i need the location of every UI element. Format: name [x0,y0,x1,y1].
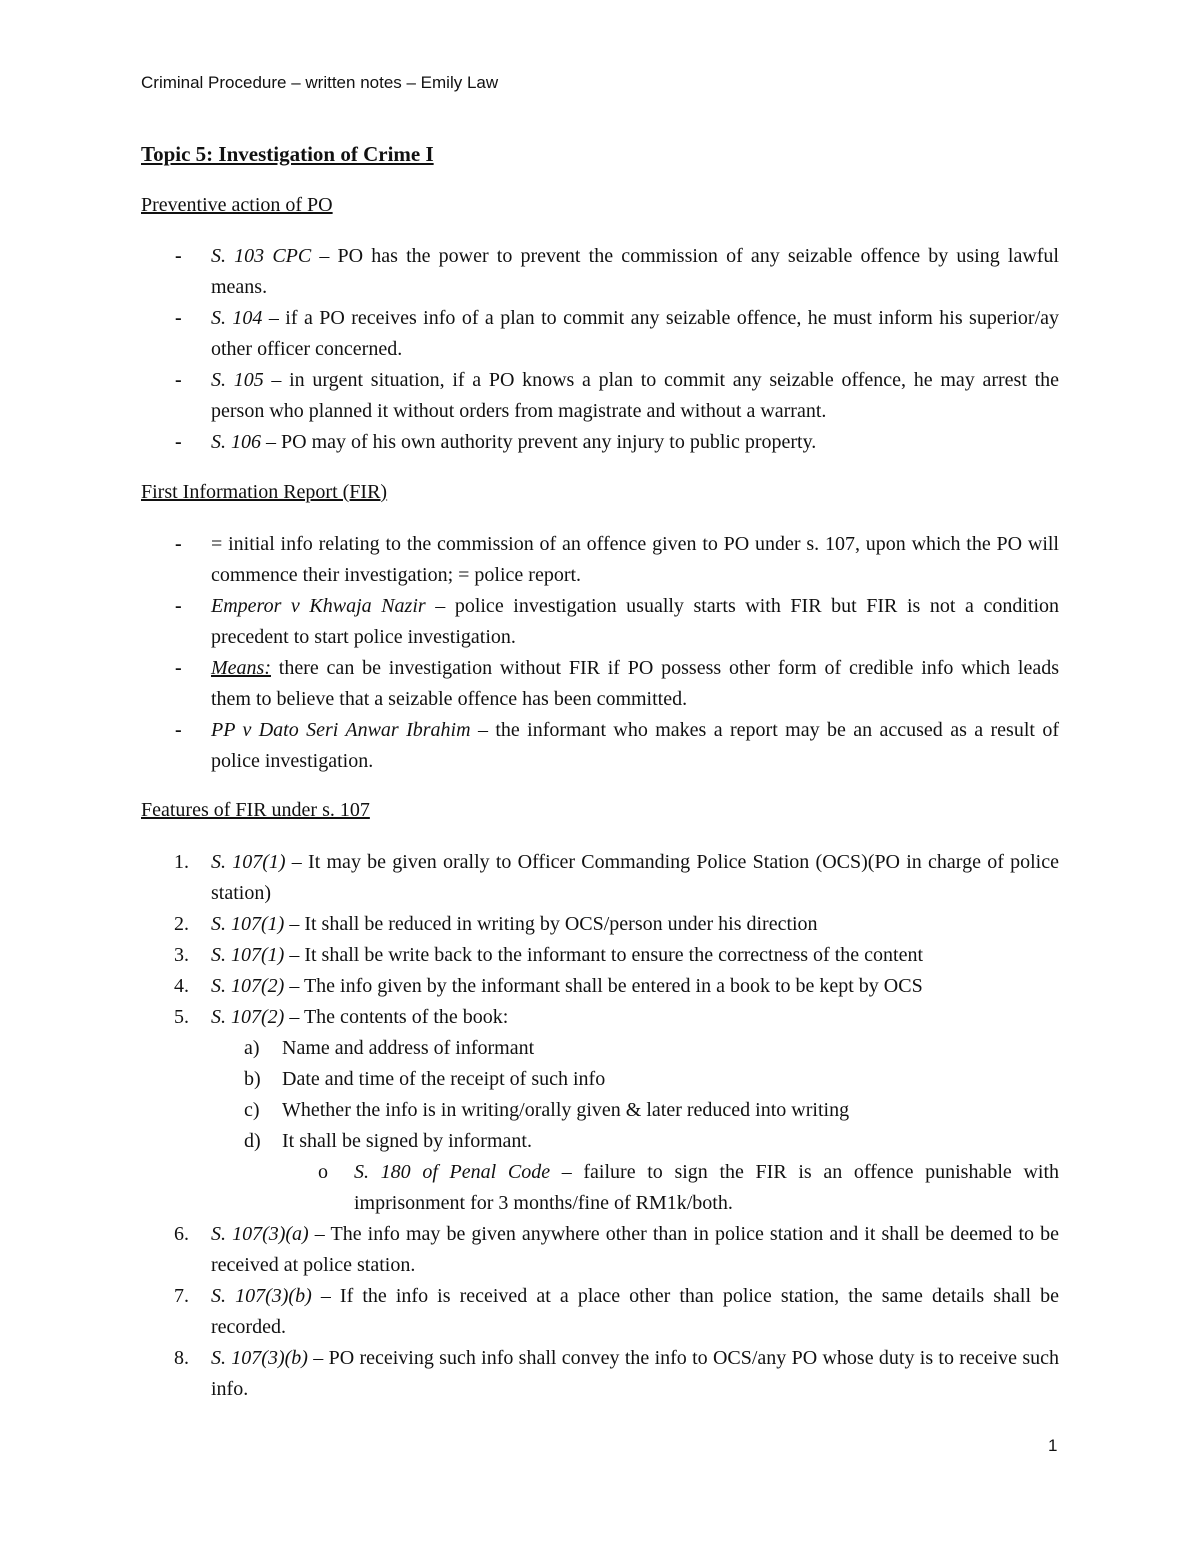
item-text: – If the info is received at a place other than police station, the same details shall be recorded. [211,1285,1059,1338]
dash-bullet: - [175,307,182,329]
section-reference: S. 107(3)(b) [211,1285,312,1307]
section-reference: S. 107(1) [211,913,285,935]
preventive-action-list [0,241,1200,458]
list-item [0,653,1200,715]
item-text: – failure to sign the FIR is an offence punishable with imprisonment for 3 months/fine of RM1k/both. [354,1161,1059,1214]
case-reference: Emperor v Khwaja Nazir [211,595,426,617]
section-heading-fir: First Information Report (FIR) [141,481,388,503]
item-text: = initial info relating to the commission of an offence given to PO under s. 107, upon which the PO will commence their investigation; = police report. [211,533,1059,586]
sub-list-item [0,1064,1200,1095]
sub-item-marker: c) [244,1099,260,1121]
numbered-item [0,1281,1200,1343]
list-item [0,591,1200,653]
item-text: – police investigation usually starts with FIR but FIR is not a condition precedent to start police investigation. [211,595,1060,648]
numbered-item [0,1219,1200,1281]
item-text: – It may be given orally to Officer Commanding Police Station (OCS)(PO in charge of police station) [211,851,1059,904]
section-reference: S. 107(1) [211,944,285,966]
page-number: 1 [1048,1436,1058,1455]
item-text: – PO has the power to prevent the commission of any seizable offence by using lawful means. [211,245,1059,298]
numbered-item [0,847,1200,909]
dash-bullet: - [175,595,182,617]
section-heading-features: Features of FIR under s. 107 [141,799,370,821]
item-text: – The info may be given anywhere other than in police station and it shall be deemed to be received at police station. [211,1223,1059,1276]
sub-item-marker: b) [244,1068,261,1090]
section-reference: S. 107(3)(b) [211,1347,308,1369]
sub-item-text: It shall be signed by informant. [282,1130,532,1152]
item-text: there can be investigation without FIR if PO possess other form of credible info which leads them to believe that a seizable offence has been committed. [211,657,1059,710]
section-reference: S. 106 [211,431,261,453]
section-reference: S. 107(3)(a) [211,1223,309,1245]
topic-title: Topic 5: Investigation of Crime I [141,142,434,166]
circle-bullet: o [318,1161,328,1183]
section-reference: S. 107(2) [211,975,285,997]
dash-bullet: - [175,533,182,555]
item-number: 7. [174,1285,189,1307]
item-number: 5. [174,1006,189,1028]
list-item [0,303,1200,365]
item-text: – the informant who makes a report may be an accused as a result of police investigation. [211,719,1059,772]
numbered-item [0,940,1200,971]
numbered-item [0,909,1200,940]
sub-list-item [0,1095,1200,1126]
item-number: 1. [174,851,189,873]
item-text: – The contents of the book: [284,1006,509,1028]
dash-bullet: - [175,245,182,267]
numbered-item [0,1002,1200,1033]
nested-bullet-item [0,1157,1200,1219]
section-reference: S. 107(2) [211,1006,285,1028]
section-reference: S. 105 [211,369,264,391]
item-text: – if a PO receives info of a plan to commit any seizable offence, he must inform his superior/ay other officer concerned. [211,307,1060,360]
dash-bullet: - [175,657,182,679]
item-text: – It shall be reduced in writing by OCS/person under his direction [284,913,818,935]
means-label: Means: [211,657,271,679]
page-header: Criminal Procedure – written notes – Emily Law [141,73,499,92]
features-list [0,847,1200,1405]
numbered-item [0,971,1200,1002]
list-item [0,427,1200,458]
item-text: – PO may of his own authority prevent any injury to public property. [261,431,817,453]
sub-list-item [0,1126,1200,1157]
sub-item-text: Date and time of the receipt of such info [282,1068,606,1090]
numbered-item [0,1343,1200,1405]
sub-item-text: Whether the info is in writing/orally given & later reduced into writing [282,1099,850,1121]
item-number: 2. [174,913,189,935]
list-item [0,529,1200,591]
section-reference: S. 107(1) [211,851,286,873]
list-item [0,241,1200,303]
section-reference: S. 180 of Penal Code [354,1161,551,1183]
item-number: 4. [174,975,189,997]
list-item [0,365,1200,427]
item-text: – The info given by the informant shall be entered in a book to be kept by OCS [284,975,923,997]
item-text: – in urgent situation, if a PO knows a plan to commit any seizable offence, he may arrest the person who planned it without orders from magistrate and without a warrant. [211,369,1060,422]
dash-bullet: - [175,431,182,453]
sub-item-marker: a) [244,1037,260,1059]
list-item [0,715,1200,777]
item-number: 6. [174,1223,189,1245]
sub-list-item [0,1033,1200,1064]
section-heading-preventive-action: Preventive action of PO [141,194,333,216]
item-number: 3. [174,944,189,966]
section-reference: S. 103 CPC [211,245,312,267]
section-reference: S. 104 [211,307,263,329]
item-number: 8. [174,1347,189,1369]
case-reference: PP v Dato Seri Anwar Ibrahim [211,719,471,741]
sub-item-marker: d) [244,1130,261,1152]
dash-bullet: - [175,369,182,391]
sub-item-text: Name and address of informant [282,1037,535,1059]
item-text: – PO receiving such info shall convey the info to OCS/any PO whose duty is to receive such info. [211,1347,1059,1400]
dash-bullet: - [175,719,182,741]
fir-list [0,529,1200,777]
item-text: – It shall be write back to the informant to ensure the correctness of the content [284,944,923,966]
